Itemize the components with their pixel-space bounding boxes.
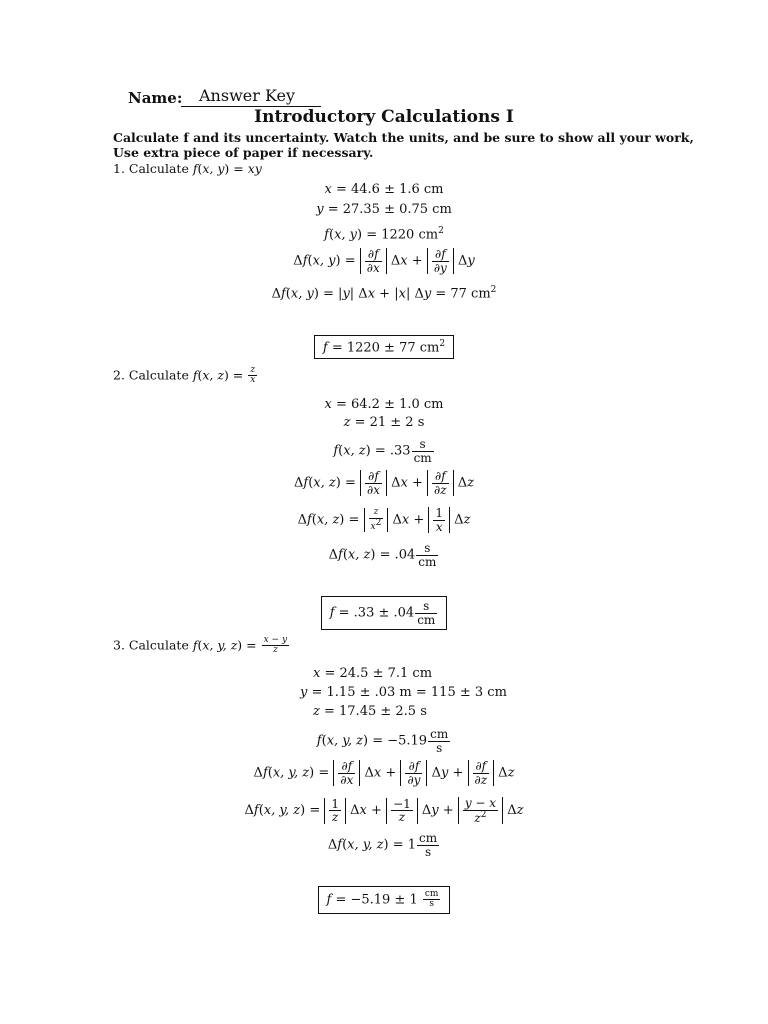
p2-given-z: z = 21 ± 2 s [343,415,425,430]
p3-delta-specific: Δf(x, y, z) = $\frac{1}{z}$ Δx + $\frac{-1}{z}$ Δy + $\frac{y - x}{z^2}$ Δz [244,796,524,825]
p3-delta-value: Δf(x, y, z) = 1 $\frac{cm}{s}$ [327,831,438,859]
problem-1-heading: 1. Calculate f(x, y) = xy [113,161,262,176]
p2-delta-specific: Δf(x, z) = $\frac{z}{x^2}$ Δx + $\frac{1}{x}$ Δz [297,506,471,534]
p3-f-value: f(x, y, z) = −5.19 $\frac{cm}{s}$ [316,727,449,755]
page-title: Introductory Calculations I [254,107,514,127]
p3-given-z: z = 17.45 ± 2.5 s [313,704,427,719]
name-label: Name: [128,89,183,107]
p1-answer [0,335,768,359]
p2-given-x: x = 64.2 ± 1.0 cm [324,397,444,412]
p2-delta-value: Δf(x, z) = .04 $\frac{s}{cm}$ [328,541,437,569]
p1-answer-box: f = 1220 ± 77 $cm^2$ [314,335,454,359]
problem-3-heading: 3. Calculate f(x, y, z) = $\frac{x - y}{z}$ [113,635,288,656]
instructions-line-1: Calculate f and its uncertainty. Watch the units, and be sure to show all your work, [113,130,694,145]
p2-answer-box: f = .33 ± .04 $\frac{s}{cm}$ [321,596,448,630]
p1-delta-specific: Δf(x, y) = |y| Δx + |x| Δy = 77 $cm^2$ [271,285,497,302]
p1-delta-general: Δf(x, y) = $\frac{\partial f}{\partial x}$ Δx + $\frac{\partial f}{\partial y}$ Δy [293,247,475,275]
p2-delta-general: Δf(x, z) = $\frac{\partial f}{\partial x}$ Δx + $\frac{\partial f}{\partial z}$ Δz [294,469,474,497]
p1-given-y: y = 27.35 ± 0.75 cm [316,202,452,217]
p1-f-value: f(x, y) = 1220 $cm^2$ [324,226,444,243]
name-field [181,86,321,107]
p1-given-x: x = 44.6 ± 1.6 cm [324,182,444,197]
name-value: Answer Key [199,86,295,105]
p2-answer [0,596,768,630]
p3-given-y: y = 1.15 ± .03 m = 115 ± 3 cm [300,685,507,700]
p3-delta-general: Δf(x, y, z) = $\frac{\partial f}{\partial x}$ Δx + $\frac{\partial f}{\partial y}$ Δy + $\frac{\partial f}{\partial z}$ Δz [253,759,515,787]
p2-f-value: f(x, z) = .33 $\frac{s}{cm}$ [333,437,432,465]
p3-answer [0,886,768,914]
instructions-line-2: Use extra piece of paper if necessary. [113,145,374,160]
p3-answer-box: f = −5.19 ± 1 $\frac{cm}{s}$ [318,886,451,914]
p3-given-x: x = 24.5 ± 7.1 cm [313,666,433,681]
problem-2-heading: 2. Calculate f(x, z) = $\frac{z}{x}$ [113,365,256,386]
